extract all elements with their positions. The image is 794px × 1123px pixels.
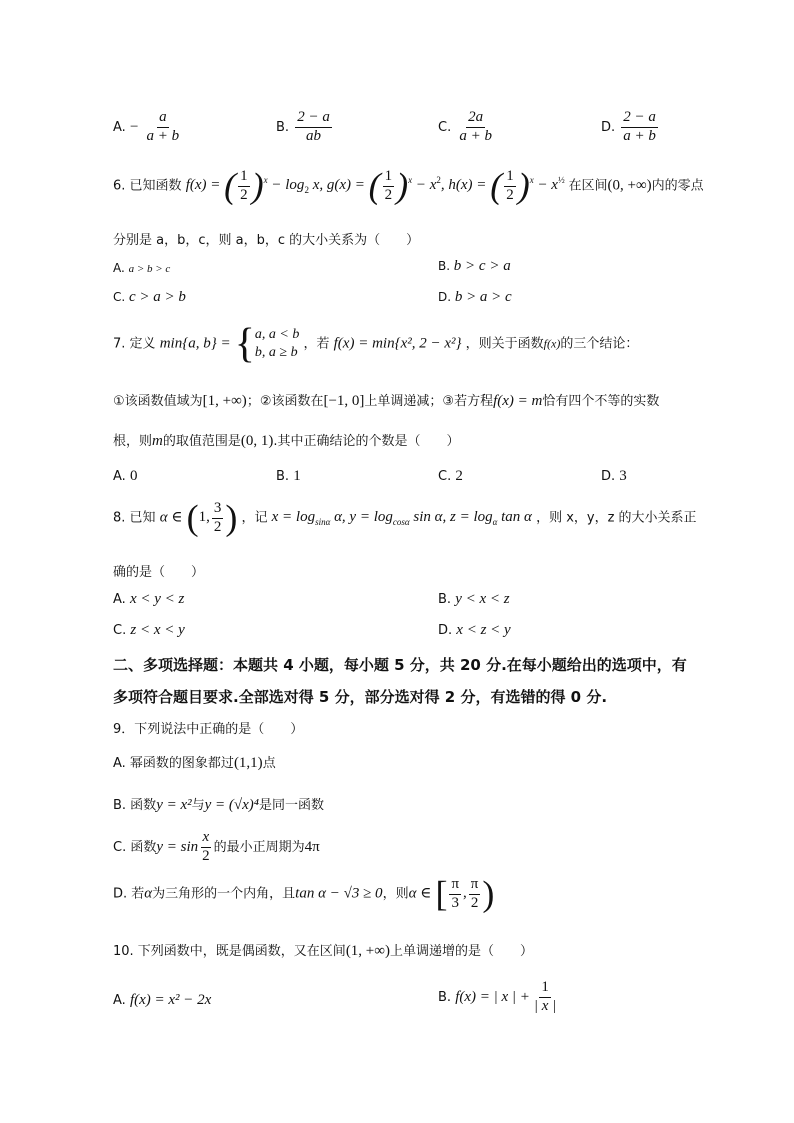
- q8-line2: 确的是（ ）: [113, 565, 205, 580]
- q10-stem: 10. 下列函数中，既是偶函数，又在区间(1, +∞)上单调递增的是（ ）: [113, 943, 533, 959]
- option-label: D.: [601, 119, 616, 135]
- q8-defs: $x = \log_{sin\alpha} \alpha$, $y = \log_{cos\alpha} \sin \alpha$, $z = \log_\alpha \tan \alpha$: [271, 509, 532, 528]
- q7-line3: 根，则m的取值范围是(0, 1).其中正确结论的个数是（ ）: [113, 433, 460, 449]
- q5-option-d[interactable]: [601, 110, 660, 145]
- q8-option-d[interactable]: D. x < z < y: [438, 622, 511, 638]
- section-heading-line2: 多项符合题目要求.全部选对得 5 分，部分选对得 2 分，有选错的得 0 分.: [113, 688, 608, 706]
- option-label: C.: [438, 119, 452, 135]
- option-sign: −: [129, 118, 139, 135]
- q8-option-a[interactable]: A. x < y < z: [113, 591, 185, 607]
- q8-option-c[interactable]: C. z < x < y: [113, 622, 185, 638]
- q8-interval: (1, $\frac{3}{2}$ ): [186, 498, 238, 538]
- c-fraction: $\frac{x}{2}$: [202, 829, 210, 864]
- q8-stem: 8. 已知 α ∈ (1, $\frac{3}{2}$ ) ，记 $x = \log_{sin\alpha} \alpha$, $y = \log_{cos\alpha} \sin \alpha$, $z = \log_\alpha \tan \alpha$ ，则 x，y，z 的大小关系正: [113, 498, 697, 538]
- q7-option-c[interactable]: C. 2: [438, 468, 463, 484]
- q5-option-b[interactable]: [276, 110, 334, 145]
- option-fraction: $\frac{2a}{a + b}$: [459, 109, 492, 144]
- q9-option-b[interactable]: B. 函数y = x²与y = (√x)⁴是同一函数: [113, 797, 325, 813]
- q9-stem: 9．下列说法中正确的是（ ）: [113, 722, 304, 737]
- option-fraction: $\frac{2 - a}{a + b}$: [623, 109, 656, 144]
- q5-option-a[interactable]: [113, 110, 183, 145]
- option-label: B.: [276, 119, 290, 135]
- q6-option-b[interactable]: B. b > c > a: [438, 258, 511, 274]
- q7-line2: ①该函数值域为[1, +∞)；②该函数在[−1, 0]上单调递减；③若方程f(x) = m恰有四个不等的实数: [113, 393, 660, 409]
- option-fraction: $\frac{a}{a + b}$: [146, 109, 180, 144]
- section-heading: 二、多项选择题：本题共 4 小题，每小题 5 分，共 20 分.在每小题给出的选项中，有: [113, 656, 687, 674]
- q7-cases: { a, a < b b, a ≥ b: [234, 321, 300, 367]
- q6-option-d[interactable]: D. b > a > c: [438, 289, 512, 305]
- q6-stem-line2: 分别是 a，b，c，则 a，b，c 的大小关系为（ ）: [113, 233, 420, 248]
- q5-option-c[interactable]: [438, 110, 496, 145]
- option-label: A.: [113, 119, 126, 135]
- q7-option-b[interactable]: B. 1: [276, 468, 301, 484]
- q10-option-a[interactable]: A. f(x) = x² − 2x: [113, 992, 212, 1008]
- q10-option-b[interactable]: B. f(x) = | x | + $\frac{1}{| x |}$: [438, 979, 557, 1014]
- q9-option-d[interactable]: D. 若α为三角形的一个内角，且tan α − √3 ≥ 0，则α ∈ [ $\frac{\pi}{3}$ , $\frac{\pi}{2}$ ): [113, 874, 495, 914]
- q9-option-c[interactable]: C. 函数y = sin $\frac{x}{2}$ 的最小正周期为4π: [113, 829, 320, 864]
- b-fraction: $\frac{1}{| x |}$: [533, 979, 557, 1014]
- option-fraction: $\frac{2 - a}{ab}$: [297, 109, 330, 144]
- q6-option-a[interactable]: A. a > b > c: [113, 261, 171, 275]
- q8-option-b[interactable]: B. y < x < z: [438, 591, 510, 607]
- q7-stem: 7. 定义 min{a, b} = { a, a < b b, a ≥ b ，若 f(x) = min{x², 2 − x²} ，则关于函数f(x)的三个结论：: [113, 321, 639, 367]
- q6-formula: f(x) = ( $\frac{1}{2}$ )$^x - \log_2 x$, g(x) = ( $\frac{1}{2}$ )$^x - x^2$, h(x) = ( $\frac{1}{2}$ )$^x - x^{\frac{1}{2}}$: [185, 166, 565, 206]
- d-interval: [ $\frac{\pi}{3}$ , $\frac{\pi}{2}$ ): [435, 874, 495, 914]
- q6-option-c[interactable]: C. c > a > b: [113, 289, 186, 305]
- q6-stem: 6. 已知函数 f(x) = ( $\frac{1}{2}$ )$^x - \log_2 x$, g(x) = ( $\frac{1}{2}$ )$^x - x^2$, h(x) = ( $\frac{1}{2}$ )$^x - x^{\frac{1}{2}}$ 在区间(0, +∞)内的零点: [113, 166, 704, 206]
- q9-option-a[interactable]: A. 幂函数的图象都过(1,1)点: [113, 755, 276, 771]
- q7-option-a[interactable]: A. 0: [113, 468, 138, 484]
- q7-option-d[interactable]: D. 3: [601, 468, 627, 484]
